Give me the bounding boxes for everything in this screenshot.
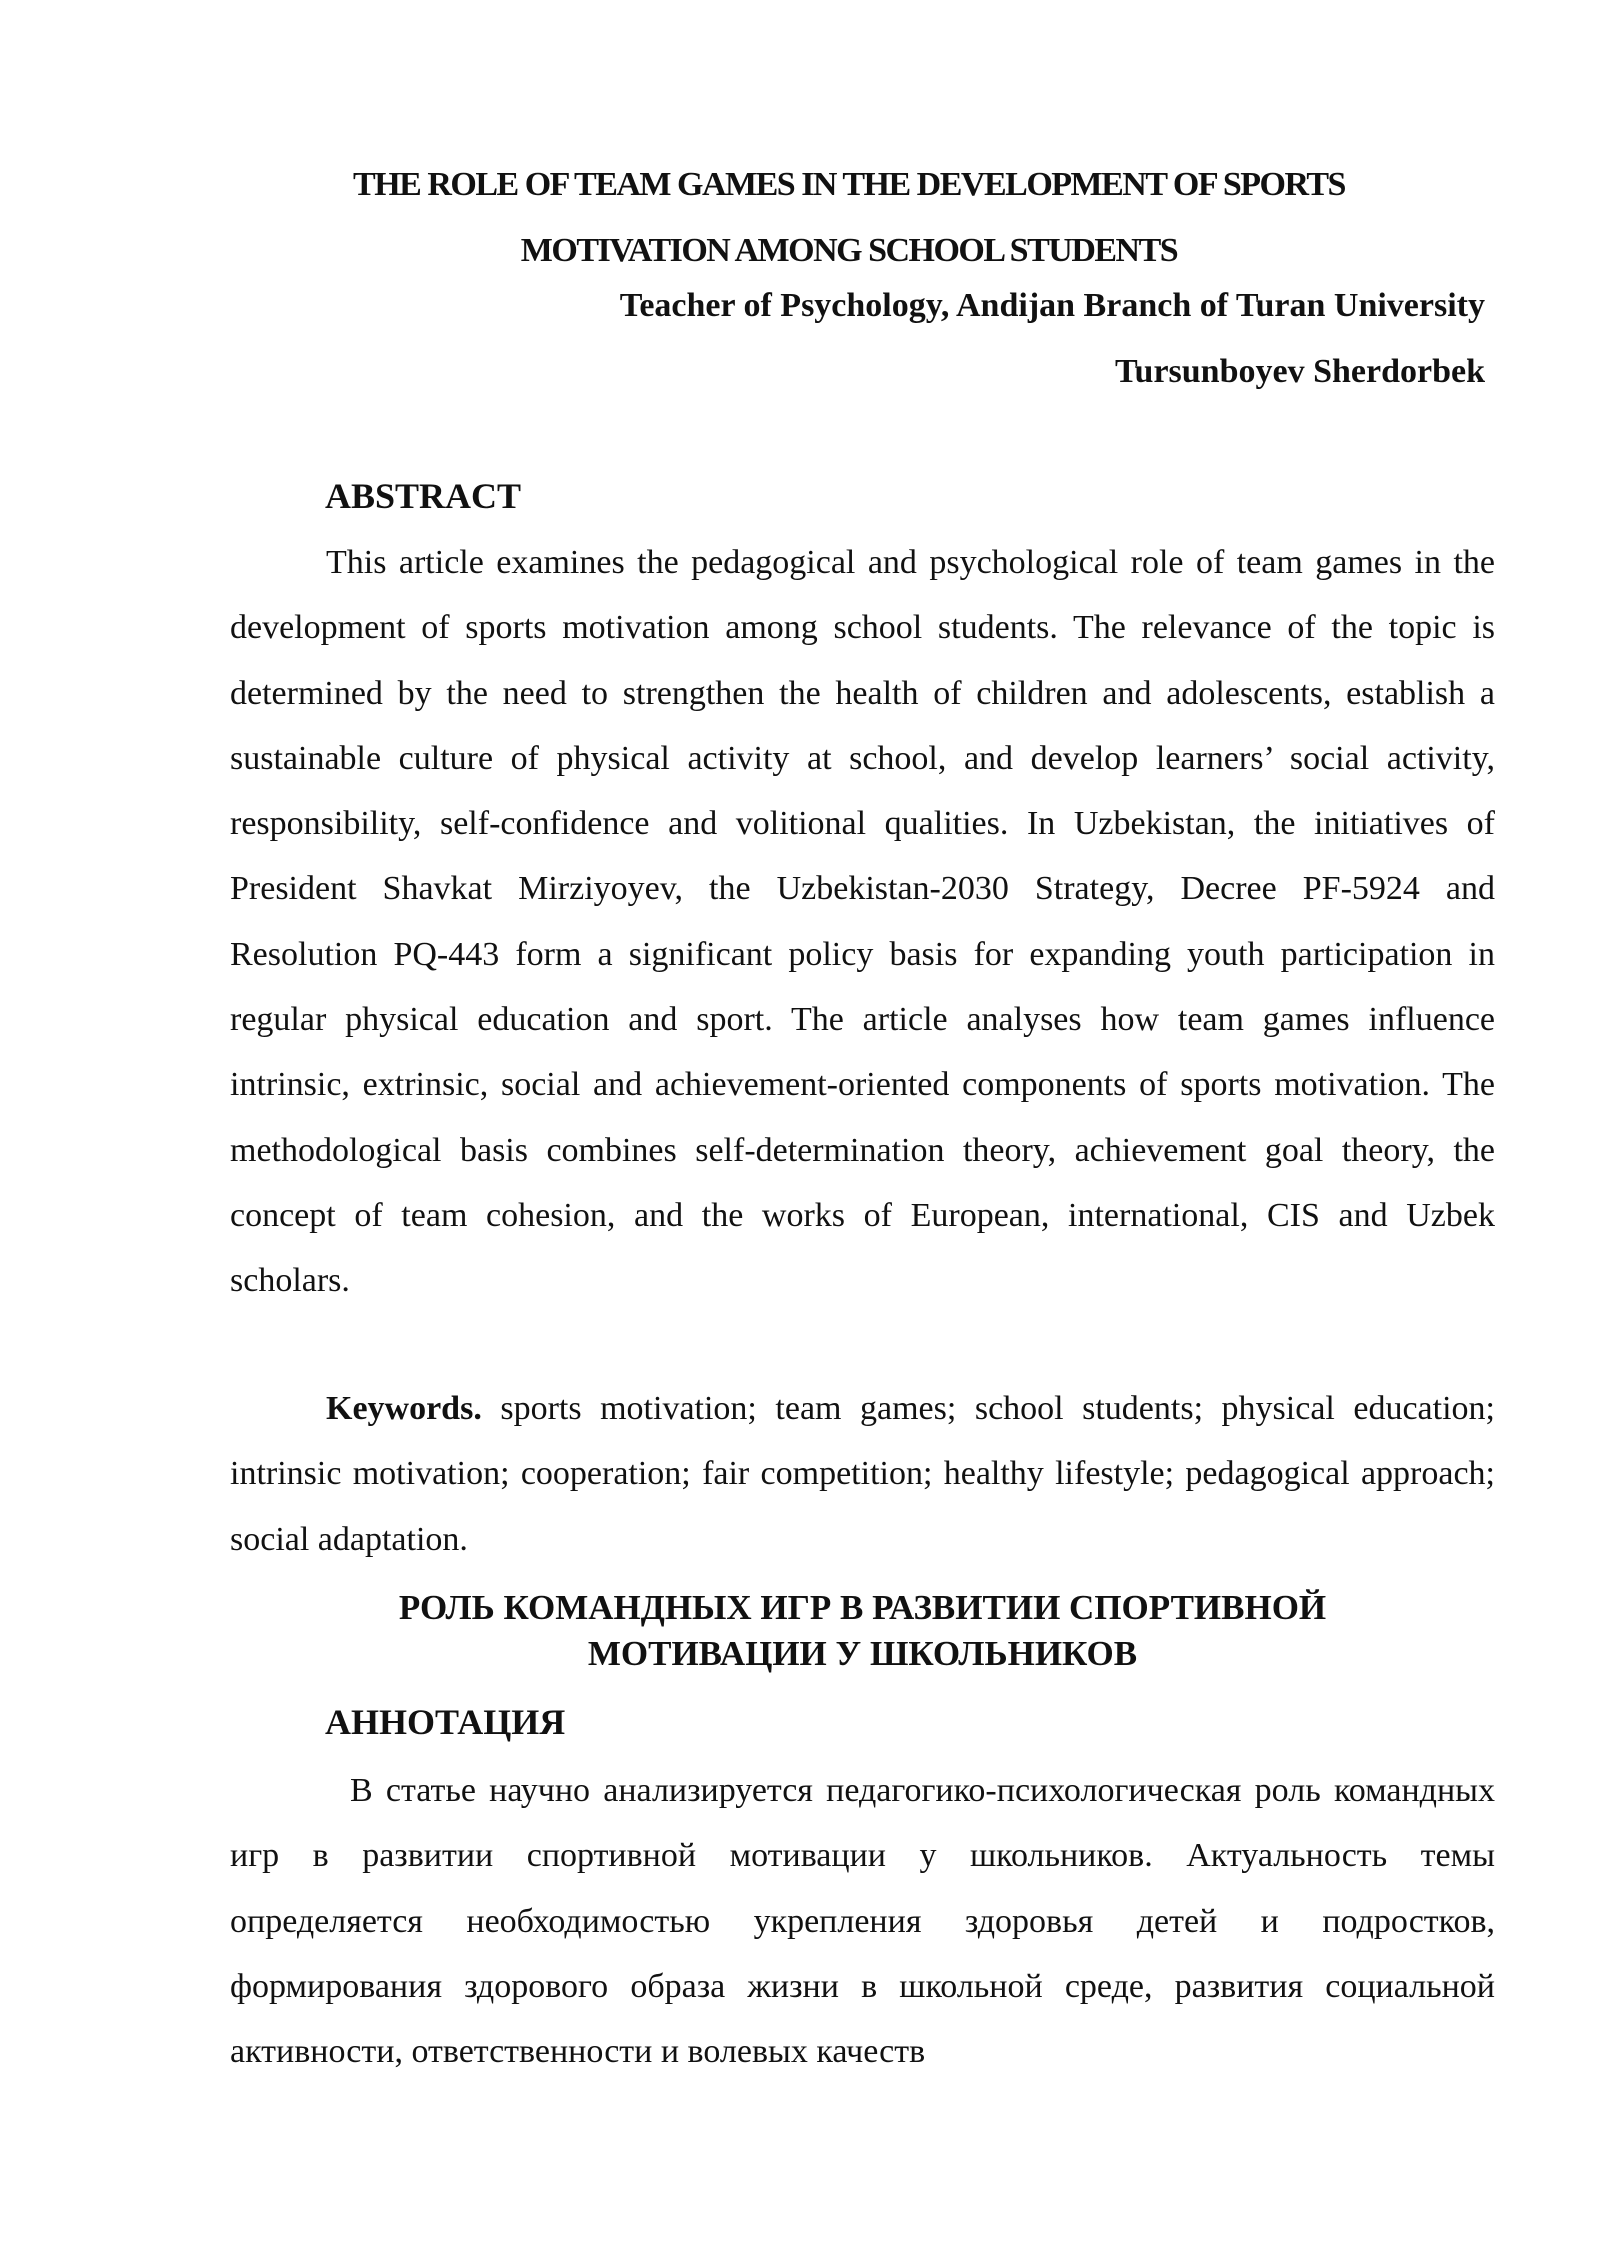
keywords-text: sports motivation; team games; school students; physical education; intrinsic motivation; cooperation; fair competition; healthy lifestyle; pedagogical approach; social adaptation. [230,1390,1495,1558]
title-ru-line-2: МОТИВАЦИИ У ШКОЛЬНИКОВ [587,1634,1138,1673]
title-en-line-1: THE ROLE OF TEAM GAMES IN THE DEVELOPMENT OF SPORTS [353,166,1345,203]
keywords-paragraph [230,1376,1495,1572]
author-name: Tursunboyev Sherdorbek [1114,353,1485,390]
annotation-heading: АННОТАЦИЯ [325,1702,566,1742]
paper-title-en [225,152,1473,284]
paper-title-ru [230,1585,1495,1677]
annotation-text: В статье научно анализируется педагогико-психологическая роль командных игр в развитии спортивной мотивации у школьников. Актуальность темы определяется необходимостью укрепления здоровья детей и подростков, формирования здорового образа жизни в школьной среде, развития социальной активности, ответственности и волевых качеств [230,1772,1495,2071]
keywords-label: Keywords. [326,1390,482,1427]
author-position: Teacher of Psychology, Andijan Branch of Turan University [619,287,1485,324]
title-ru-line-1: РОЛЬ КОМАНДНЫХ ИГР В РАЗВИТИИ СПОРТИВНОЙ [398,1588,1327,1627]
title-en-line-2: MOTIVATION AMONG SCHOOL STUDENTS [520,232,1178,269]
abstract-text: This article examines the pedagogical and psychological role of team games in the development of sports motivation among school students. The relevance of the topic is determined by the need to strengthen the health of children and adolescents, establish a sustainable culture of physical activity at school, and develop learners’ social activity, responsibility, self-confidence and volitional qualities. In Uzbekistan, the initiatives of President Shavkat Mirziyoyev, the Uzbekistan-2030 Strategy, Decree PF-5924 and Resolution PQ-443 form a significant policy basis for expanding youth participation in regular physical education and sport. The article analyses how team games influence intrinsic, extrinsic, social and achievement-oriented components of sports motivation. The methodological basis combines self-determination theory, achievement goal theory, the concept of team cohesion, and the works of European, international, CIS and Uzbek scholars. [230,544,1495,1300]
abstract-heading: ABSTRACT [325,476,522,516]
